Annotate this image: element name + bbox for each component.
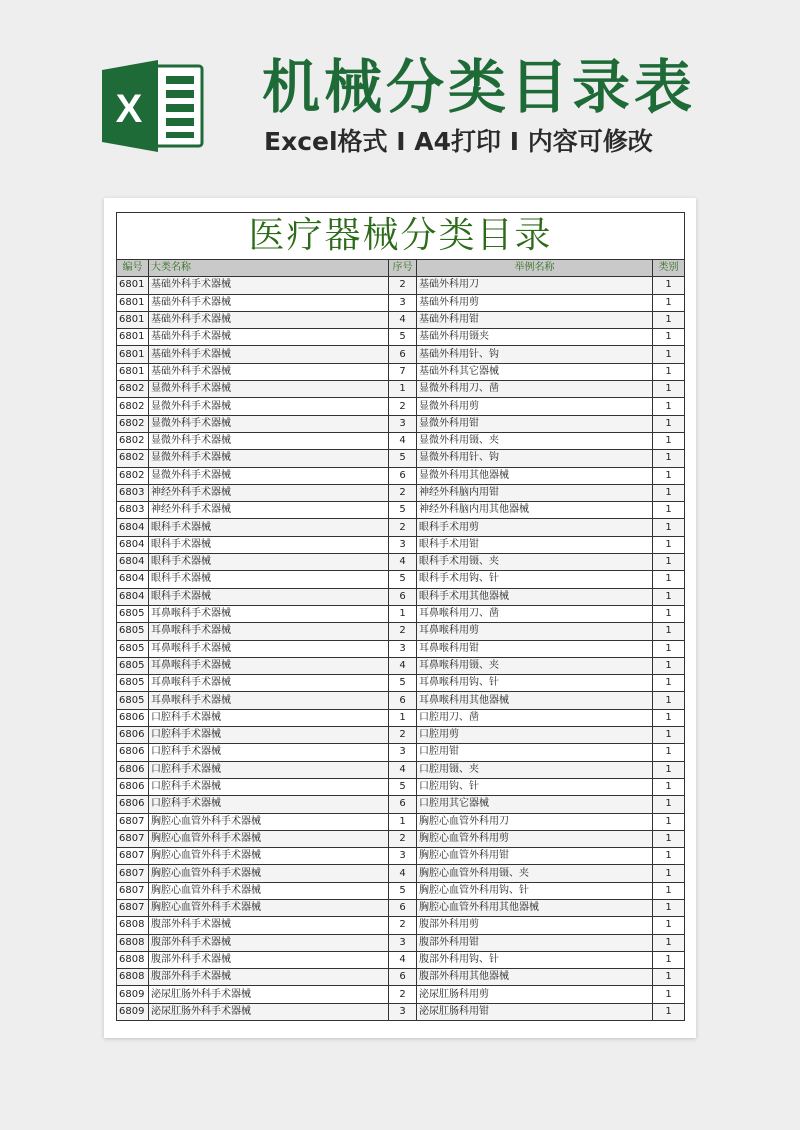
cell-seq[interactable]: 4 — [389, 432, 417, 449]
cell-category[interactable]: 显微外科手术器械 — [149, 398, 389, 415]
cell-category[interactable]: 眼科手术器械 — [149, 536, 389, 553]
table-row — [117, 536, 685, 553]
cell-seq[interactable]: 2 — [389, 986, 417, 1003]
cell-category[interactable]: 胸腔心血管外科手术器械 — [149, 882, 389, 899]
cell-class[interactable]: 1 — [653, 761, 685, 778]
table-row — [117, 346, 685, 363]
cell-class[interactable]: 1 — [653, 882, 685, 899]
cell-class[interactable]: 1 — [653, 398, 685, 415]
header-code[interactable]: 编号 — [117, 260, 149, 277]
cell-category[interactable]: 基础外科手术器械 — [149, 294, 389, 311]
banner-title: 机械分类目录表 — [262, 53, 697, 121]
cell-category[interactable]: 腹部外科手术器械 — [149, 934, 389, 951]
table-row — [117, 381, 685, 398]
table-row — [117, 727, 685, 744]
cell-category[interactable]: 胸腔心血管外科手术器械 — [149, 865, 389, 882]
cell-code[interactable]: 6807 — [117, 899, 149, 916]
cell-code[interactable]: 6807 — [117, 882, 149, 899]
cell-seq[interactable]: 3 — [389, 848, 417, 865]
cell-category[interactable]: 显微外科手术器械 — [149, 450, 389, 467]
cell-class[interactable]: 1 — [653, 311, 685, 328]
banner-subtitle: Excel格式 I A4打印 I 内容可修改 — [264, 127, 653, 156]
cell-seq[interactable]: 3 — [389, 934, 417, 951]
cell-category[interactable]: 基础外科手术器械 — [149, 311, 389, 328]
cell-seq[interactable]: 4 — [389, 657, 417, 674]
cell-class[interactable]: 1 — [653, 640, 685, 657]
cell-category[interactable]: 耳鼻喉科手术器械 — [149, 605, 389, 622]
cell-class[interactable]: 1 — [653, 813, 685, 830]
cell-category[interactable]: 胸腔心血管外科手术器械 — [149, 848, 389, 865]
cell-class[interactable]: 1 — [653, 346, 685, 363]
cell-example[interactable]: 胸腔心血管外科用剪 — [417, 830, 653, 847]
cell-example[interactable]: 腹部外科用剪 — [417, 917, 653, 934]
cell-seq[interactable]: 6 — [389, 588, 417, 605]
cell-class[interactable]: 1 — [653, 917, 685, 934]
cell-code[interactable]: 6802 — [117, 381, 149, 398]
cell-category[interactable]: 耳鼻喉科手术器械 — [149, 657, 389, 674]
cell-class[interactable]: 1 — [653, 865, 685, 882]
cell-class[interactable]: 1 — [653, 623, 685, 640]
cell-example[interactable]: 腹部外科用钩、针 — [417, 951, 653, 968]
cell-example[interactable]: 显微外科用钳 — [417, 415, 653, 432]
cell-seq[interactable]: 4 — [389, 865, 417, 882]
cell-code[interactable]: 6802 — [117, 398, 149, 415]
cell-category[interactable]: 眼科手术器械 — [149, 554, 389, 571]
cell-class[interactable]: 1 — [653, 554, 685, 571]
cell-seq[interactable]: 4 — [389, 951, 417, 968]
cell-seq[interactable]: 2 — [389, 484, 417, 501]
cell-example[interactable]: 耳鼻喉科用钩、针 — [417, 675, 653, 692]
cell-code[interactable]: 6804 — [117, 554, 149, 571]
header-category[interactable]: 大类名称 — [149, 260, 389, 277]
cell-example[interactable]: 基础外科用钳 — [417, 311, 653, 328]
table-row — [117, 1003, 685, 1020]
cell-seq[interactable]: 3 — [389, 415, 417, 432]
cell-seq[interactable]: 3 — [389, 640, 417, 657]
table-row — [117, 571, 685, 588]
cell-example[interactable]: 腹部外科用钳 — [417, 934, 653, 951]
table-row — [117, 450, 685, 467]
table-row — [117, 675, 685, 692]
cell-category[interactable]: 神经外科手术器械 — [149, 484, 389, 501]
cell-code[interactable]: 6806 — [117, 761, 149, 778]
cell-code[interactable]: 6804 — [117, 588, 149, 605]
cell-category[interactable]: 腹部外科手术器械 — [149, 951, 389, 968]
cell-code[interactable]: 6801 — [117, 329, 149, 346]
table-row — [117, 848, 685, 865]
cell-code[interactable]: 6806 — [117, 778, 149, 795]
cell-example[interactable]: 胸腔心血管外科用钳 — [417, 848, 653, 865]
table-row — [117, 969, 685, 986]
cell-code[interactable]: 6801 — [117, 363, 149, 380]
cell-example[interactable]: 泌尿肛肠科用剪 — [417, 986, 653, 1003]
cell-seq[interactable]: 4 — [389, 554, 417, 571]
cell-code[interactable]: 6804 — [117, 571, 149, 588]
table-row — [117, 502, 685, 519]
cell-seq[interactable]: 3 — [389, 744, 417, 761]
cell-code[interactable]: 6808 — [117, 951, 149, 968]
cell-code[interactable]: 6808 — [117, 917, 149, 934]
cell-code[interactable]: 6805 — [117, 657, 149, 674]
cell-code[interactable]: 6801 — [117, 277, 149, 294]
table-row — [117, 363, 685, 380]
cell-category[interactable]: 耳鼻喉科手术器械 — [149, 675, 389, 692]
cell-code[interactable]: 6805 — [117, 692, 149, 709]
cell-class[interactable]: 1 — [653, 363, 685, 380]
cell-code[interactable]: 6802 — [117, 415, 149, 432]
cell-code[interactable]: 6805 — [117, 640, 149, 657]
cell-seq[interactable]: 1 — [389, 605, 417, 622]
cell-class[interactable]: 1 — [653, 744, 685, 761]
cell-class[interactable]: 1 — [653, 969, 685, 986]
cell-class[interactable]: 1 — [653, 329, 685, 346]
table-row — [117, 744, 685, 761]
cell-seq[interactable]: 6 — [389, 346, 417, 363]
sheet-title-row — [117, 213, 685, 260]
cell-category[interactable]: 腹部外科手术器械 — [149, 917, 389, 934]
table-row — [117, 294, 685, 311]
cell-class[interactable]: 1 — [653, 519, 685, 536]
header-class[interactable]: 类别 — [653, 260, 685, 277]
cell-category[interactable]: 口腔科手术器械 — [149, 709, 389, 726]
cell-class[interactable]: 1 — [653, 986, 685, 1003]
table-row — [117, 311, 685, 328]
cell-code[interactable]: 6807 — [117, 830, 149, 847]
cell-category[interactable]: 眼科手术器械 — [149, 571, 389, 588]
cell-example[interactable]: 耳鼻喉科用其他器械 — [417, 692, 653, 709]
cell-seq[interactable]: 2 — [389, 398, 417, 415]
cell-class[interactable]: 1 — [653, 415, 685, 432]
cell-seq[interactable]: 2 — [389, 277, 417, 294]
cell-category[interactable]: 耳鼻喉科手术器械 — [149, 692, 389, 709]
cell-seq[interactable]: 6 — [389, 467, 417, 484]
cell-example[interactable]: 基础外科用刀 — [417, 277, 653, 294]
cell-seq[interactable]: 6 — [389, 692, 417, 709]
cell-class[interactable]: 1 — [653, 1003, 685, 1020]
table-row — [117, 899, 685, 916]
cell-example[interactable]: 显微外科用针、钩 — [417, 450, 653, 467]
cell-class[interactable]: 1 — [653, 450, 685, 467]
cell-seq[interactable]: 6 — [389, 796, 417, 813]
cell-seq[interactable]: 6 — [389, 899, 417, 916]
table-row — [117, 813, 685, 830]
cell-class[interactable]: 1 — [653, 571, 685, 588]
cell-example[interactable]: 耳鼻喉科用镊、夹 — [417, 657, 653, 674]
cell-code[interactable]: 6806 — [117, 744, 149, 761]
cell-code[interactable]: 6801 — [117, 294, 149, 311]
table-row — [117, 519, 685, 536]
cell-category[interactable]: 显微外科手术器械 — [149, 432, 389, 449]
cell-code[interactable]: 6806 — [117, 709, 149, 726]
header-seq[interactable]: 序号 — [389, 260, 417, 277]
cell-seq[interactable]: 3 — [389, 536, 417, 553]
table-row — [117, 830, 685, 847]
sheet-title[interactable]: 医疗器械分类目录 — [117, 213, 685, 260]
table-row — [117, 761, 685, 778]
cell-code[interactable]: 6801 — [117, 311, 149, 328]
cell-seq[interactable]: 5 — [389, 571, 417, 588]
cell-code[interactable]: 6807 — [117, 865, 149, 882]
table-row — [117, 484, 685, 501]
cell-code[interactable]: 6805 — [117, 675, 149, 692]
cell-class[interactable]: 1 — [653, 467, 685, 484]
cell-example[interactable]: 基础外科用镊夹 — [417, 329, 653, 346]
cell-example[interactable]: 眼科手术用钳 — [417, 536, 653, 553]
svg-text:X: X — [115, 87, 143, 131]
cell-example[interactable]: 显微外科用刀、凿 — [417, 381, 653, 398]
cell-category[interactable]: 胸腔心血管外科手术器械 — [149, 899, 389, 916]
cell-example[interactable]: 胸腔心血管外科用镊、夹 — [417, 865, 653, 882]
cell-code[interactable]: 6809 — [117, 1003, 149, 1020]
cell-example[interactable]: 显微外科用镊、夹 — [417, 432, 653, 449]
cell-code[interactable]: 6804 — [117, 519, 149, 536]
cell-seq[interactable]: 7 — [389, 363, 417, 380]
cell-class[interactable]: 1 — [653, 778, 685, 795]
table-row — [117, 778, 685, 795]
cell-code[interactable]: 6806 — [117, 796, 149, 813]
header-row — [117, 260, 685, 277]
cell-example[interactable]: 口腔用镊、夹 — [417, 761, 653, 778]
cell-class[interactable]: 1 — [653, 432, 685, 449]
cell-seq[interactable]: 5 — [389, 329, 417, 346]
table-row — [117, 640, 685, 657]
cell-class[interactable]: 1 — [653, 934, 685, 951]
table-row — [117, 432, 685, 449]
cell-example[interactable]: 耳鼻喉科用剪 — [417, 623, 653, 640]
cell-example[interactable]: 耳鼻喉科用刀、凿 — [417, 605, 653, 622]
cell-class[interactable]: 1 — [653, 657, 685, 674]
cell-seq[interactable]: 5 — [389, 675, 417, 692]
cell-category[interactable]: 眼科手术器械 — [149, 519, 389, 536]
cell-category[interactable]: 显微外科手术器械 — [149, 415, 389, 432]
header-example[interactable]: 举例名称 — [417, 260, 653, 277]
cell-example[interactable]: 显微外科用其他器械 — [417, 467, 653, 484]
cell-code[interactable]: 6803 — [117, 484, 149, 501]
cell-seq[interactable]: 5 — [389, 502, 417, 519]
table-row — [117, 692, 685, 709]
cell-example[interactable]: 口腔用剪 — [417, 727, 653, 744]
cell-example[interactable]: 神经外科脑内用其他器械 — [417, 502, 653, 519]
table-row — [117, 605, 685, 622]
cell-code[interactable]: 6802 — [117, 432, 149, 449]
cell-code[interactable]: 6805 — [117, 623, 149, 640]
excel-logo-icon — [100, 58, 206, 154]
cell-seq[interactable]: 1 — [389, 709, 417, 726]
cell-class[interactable]: 1 — [653, 605, 685, 622]
cell-example[interactable]: 基础外科用剪 — [417, 294, 653, 311]
table-row — [117, 951, 685, 968]
cell-seq[interactable]: 5 — [389, 882, 417, 899]
cell-code[interactable]: 6807 — [117, 848, 149, 865]
cell-seq[interactable]: 5 — [389, 778, 417, 795]
cell-category[interactable]: 口腔科手术器械 — [149, 761, 389, 778]
table-row — [117, 796, 685, 813]
cell-seq[interactable]: 2 — [389, 623, 417, 640]
cell-category[interactable]: 口腔科手术器械 — [149, 778, 389, 795]
cell-category[interactable]: 口腔科手术器械 — [149, 796, 389, 813]
cell-category[interactable]: 显微外科手术器械 — [149, 467, 389, 484]
cell-category[interactable]: 泌尿肛肠外科手术器械 — [149, 986, 389, 1003]
cell-example[interactable]: 胸腔心血管外科用刀 — [417, 813, 653, 830]
cell-class[interactable]: 1 — [653, 848, 685, 865]
cell-category[interactable]: 基础外科手术器械 — [149, 277, 389, 294]
cell-example[interactable]: 神经外科脑内用钳 — [417, 484, 653, 501]
cell-example[interactable]: 腹部外科用其他器械 — [417, 969, 653, 986]
cell-class[interactable]: 1 — [653, 830, 685, 847]
table-row — [117, 588, 685, 605]
cell-category[interactable]: 显微外科手术器械 — [149, 381, 389, 398]
cell-class[interactable]: 1 — [653, 484, 685, 501]
table-row — [117, 329, 685, 346]
table-row — [117, 934, 685, 951]
cell-code[interactable]: 6809 — [117, 986, 149, 1003]
cell-seq[interactable]: 2 — [389, 917, 417, 934]
cell-code[interactable]: 6802 — [117, 467, 149, 484]
cell-code[interactable]: 6804 — [117, 536, 149, 553]
cell-category[interactable]: 胸腔心血管外科手术器械 — [149, 813, 389, 830]
table-row — [117, 554, 685, 571]
cell-seq[interactable]: 1 — [389, 381, 417, 398]
cell-example[interactable]: 口腔用钩、针 — [417, 778, 653, 795]
cell-seq[interactable]: 4 — [389, 761, 417, 778]
cell-category[interactable]: 口腔科手术器械 — [149, 727, 389, 744]
cell-seq[interactable]: 4 — [389, 311, 417, 328]
cell-class[interactable]: 1 — [653, 899, 685, 916]
cell-seq[interactable]: 2 — [389, 519, 417, 536]
cell-example[interactable]: 口腔用其它器械 — [417, 796, 653, 813]
table-row — [117, 657, 685, 674]
cell-code[interactable]: 6808 — [117, 934, 149, 951]
table-row — [117, 917, 685, 934]
cell-code[interactable]: 6807 — [117, 813, 149, 830]
cell-class[interactable]: 1 — [653, 588, 685, 605]
cell-code[interactable]: 6808 — [117, 969, 149, 986]
cell-category[interactable]: 口腔科手术器械 — [149, 744, 389, 761]
cell-code[interactable]: 6802 — [117, 450, 149, 467]
cell-class[interactable]: 1 — [653, 951, 685, 968]
cell-seq[interactable]: 2 — [389, 727, 417, 744]
cell-example[interactable]: 口腔用刀、凿 — [417, 709, 653, 726]
cell-class[interactable]: 1 — [653, 727, 685, 744]
cell-example[interactable]: 胸腔心血管外科用钩、针 — [417, 882, 653, 899]
cell-class[interactable]: 1 — [653, 381, 685, 398]
cell-example[interactable]: 显微外科用剪 — [417, 398, 653, 415]
cell-category[interactable]: 眼科手术器械 — [149, 588, 389, 605]
cell-example[interactable]: 泌尿肛肠科用钳 — [417, 1003, 653, 1020]
cell-class[interactable]: 1 — [653, 692, 685, 709]
table-row — [117, 865, 685, 882]
cell-code[interactable]: 6806 — [117, 727, 149, 744]
cell-code[interactable]: 6805 — [117, 605, 149, 622]
cell-category[interactable]: 胸腔心血管外科手术器械 — [149, 830, 389, 847]
cell-example[interactable]: 眼科手术用剪 — [417, 519, 653, 536]
banner — [0, 0, 800, 200]
cell-code[interactable]: 6801 — [117, 346, 149, 363]
cell-category[interactable]: 基础外科手术器械 — [149, 363, 389, 380]
cell-seq[interactable]: 5 — [389, 450, 417, 467]
cell-example[interactable]: 基础外科用针、钩 — [417, 346, 653, 363]
catalog-table — [116, 212, 685, 1021]
cell-seq[interactable]: 2 — [389, 830, 417, 847]
cell-category[interactable]: 神经外科手术器械 — [149, 502, 389, 519]
cell-class[interactable]: 1 — [653, 796, 685, 813]
table-row — [117, 398, 685, 415]
cell-class[interactable]: 1 — [653, 709, 685, 726]
cell-example[interactable]: 眼科手术用钩、针 — [417, 571, 653, 588]
table-row — [117, 623, 685, 640]
cell-seq[interactable]: 3 — [389, 1003, 417, 1020]
spreadsheet-page — [104, 198, 696, 1038]
cell-class[interactable]: 1 — [653, 294, 685, 311]
cell-class[interactable]: 1 — [653, 277, 685, 294]
cell-seq[interactable]: 1 — [389, 813, 417, 830]
cell-example[interactable]: 耳鼻喉科用钳 — [417, 640, 653, 657]
cell-example[interactable]: 口腔用钳 — [417, 744, 653, 761]
table-row — [117, 709, 685, 726]
table-row — [117, 415, 685, 432]
table-row — [117, 986, 685, 1003]
cell-example[interactable]: 胸腔心血管外科用其他器械 — [417, 899, 653, 916]
cell-example[interactable]: 眼科手术用镊、夹 — [417, 554, 653, 571]
table-row — [117, 882, 685, 899]
cell-class[interactable]: 1 — [653, 675, 685, 692]
cell-category[interactable]: 泌尿肛肠外科手术器械 — [149, 1003, 389, 1020]
cell-category[interactable]: 腹部外科手术器械 — [149, 969, 389, 986]
cell-category[interactable]: 基础外科手术器械 — [149, 329, 389, 346]
cell-seq[interactable]: 6 — [389, 969, 417, 986]
cell-example[interactable]: 基础外科其它器械 — [417, 363, 653, 380]
cell-category[interactable]: 耳鼻喉科手术器械 — [149, 640, 389, 657]
cell-category[interactable]: 基础外科手术器械 — [149, 346, 389, 363]
cell-example[interactable]: 眼科手术用其他器械 — [417, 588, 653, 605]
cell-code[interactable]: 6803 — [117, 502, 149, 519]
cell-class[interactable]: 1 — [653, 502, 685, 519]
cell-category[interactable]: 耳鼻喉科手术器械 — [149, 623, 389, 640]
cell-class[interactable]: 1 — [653, 536, 685, 553]
table-row — [117, 277, 685, 294]
cell-seq[interactable]: 3 — [389, 294, 417, 311]
table-row — [117, 467, 685, 484]
